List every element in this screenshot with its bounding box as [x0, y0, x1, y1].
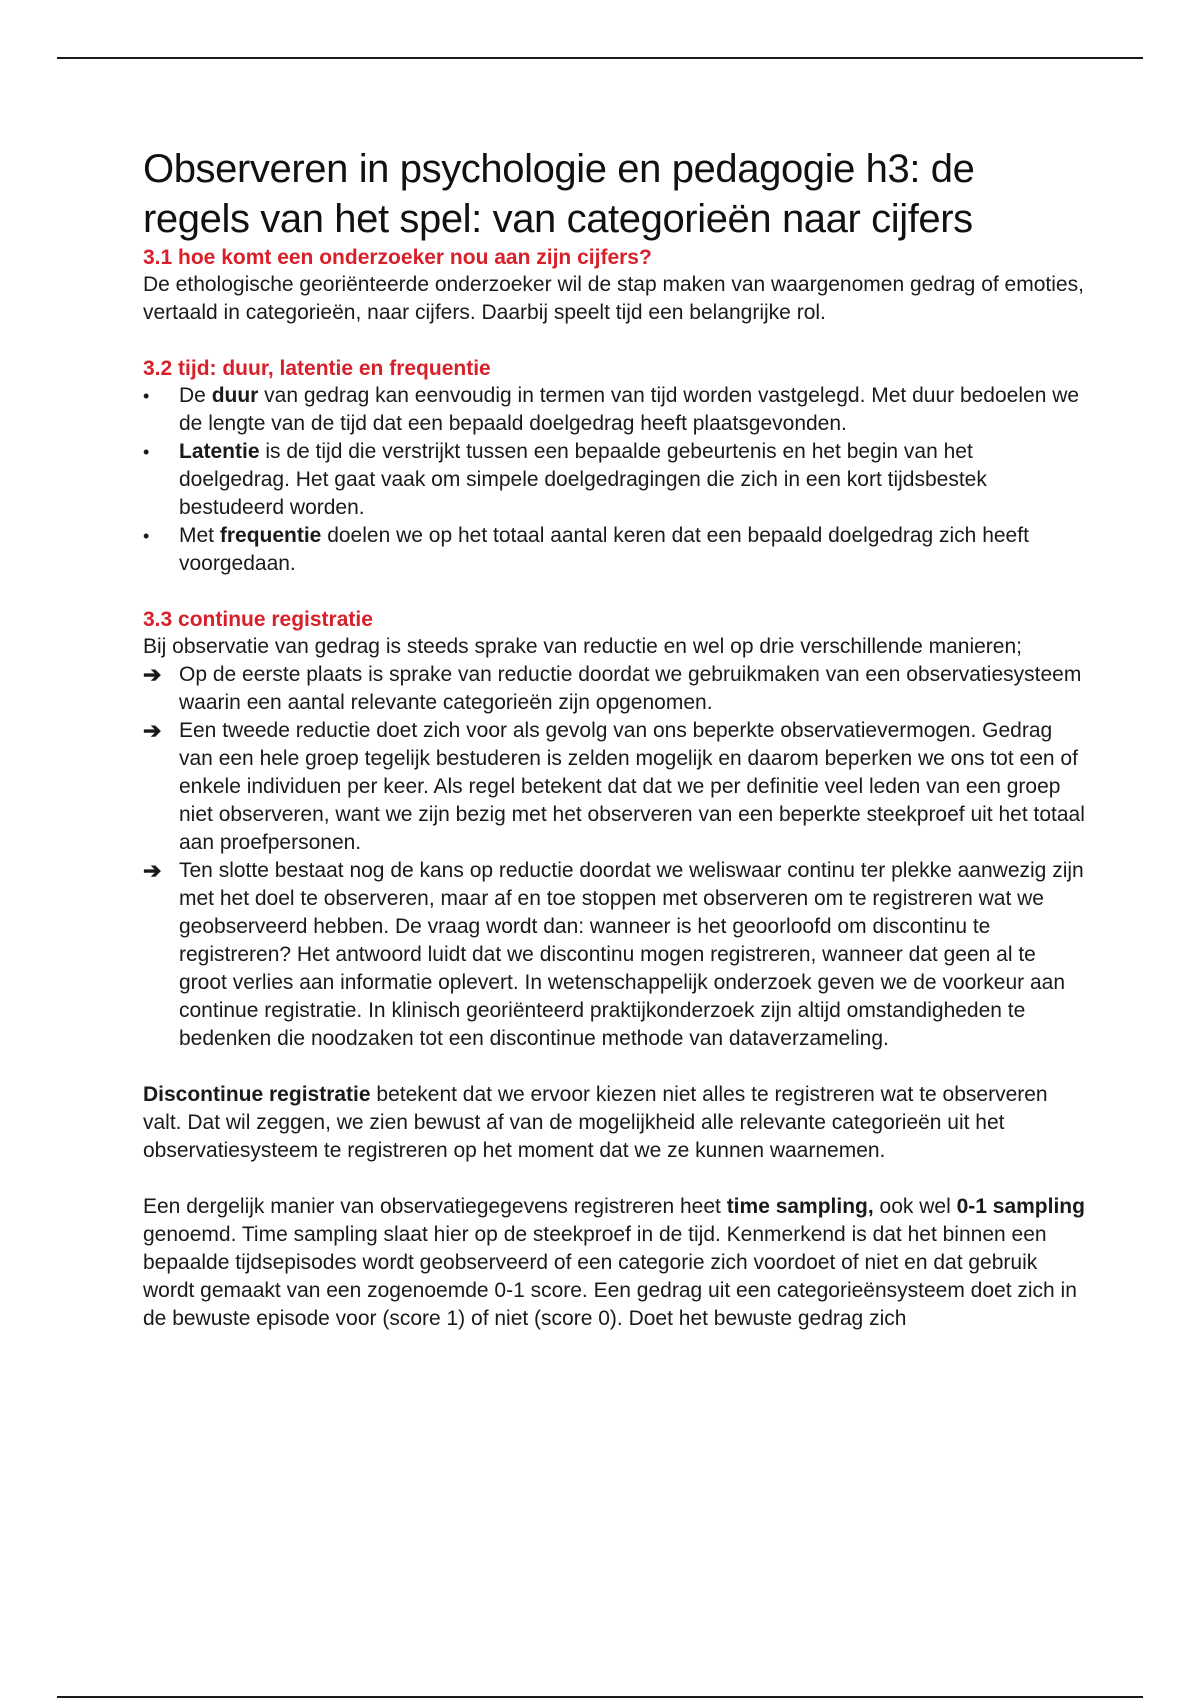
section-heading-3-2: 3.2 tijd: duur, latentie en frequentie [143, 357, 491, 380]
arrow-right-icon: ➔ [143, 858, 162, 883]
arrow-right-icon: ➔ [143, 718, 162, 743]
section-heading-3-1: 3.1 hoe komt een onderzoeker nou aan zijn cijfers? [143, 246, 652, 269]
term-discontinue-registratie: Discontinue registratie [143, 1083, 371, 1106]
bullet-list [143, 382, 1088, 578]
bullet-icon: • [143, 386, 150, 406]
term-frequentie: frequentie [219, 524, 322, 547]
section-3-3-intro: Bij observatie van gedrag is steeds sprake van reductie en wel op drie verschillende manieren; [143, 635, 1022, 658]
term-time-sampling: time sampling, [726, 1195, 874, 1218]
discontinue-paragraph: Discontinue registratie betekent dat we ervoor kiezen niet alles te registreren wat te observeren valt. Dat wil zeggen, we zien bewust af van de mogelijkheid alle relevante categorieën uit het observatiesysteem te registreren op het moment dat we ze kunnen waarnemen. [143, 1083, 1048, 1162]
time-sampling-paragraph: Een dergelijk manier van observatiegegevens registreren heet time sampling, ook wel 0-1 sampling genoemd. Time sampling slaat hier op de steekproef in de tijd. Kenmerkend is dat het binnen een bepaalde tijdsepisodes wordt geobserveerd of een categorie zich voordoet of niet en dat gebruik wordt gemaakt van een zogenoemde 0-1 score. Een gedrag uit een categorieënsysteem doet zich in de bewuste episode voor (score 1) of niet (score 0). Doet het bewuste gedrag zich [143, 1195, 1085, 1330]
arrow-list [143, 661, 1088, 1053]
term-latentie: Latentie [179, 440, 260, 463]
top-rule [57, 57, 1143, 59]
arrow-right-icon: ➔ [143, 662, 162, 687]
list-item: • Latentie is de tijd die verstrijkt tussen een bepaalde gebeurtenis en het begin van het doelgedrag. Het gaat vaak om simpele doelgedragingen die zich in een kort tijdsbestek bestudeerd worden. [143, 440, 987, 519]
section-heading-3-3: 3.3 continue registratie [143, 608, 373, 631]
term-0-1-sampling: 0-1 sampling [956, 1195, 1085, 1218]
document-page [143, 144, 1088, 1333]
section-3-1-text: De ethologische georiënteerde onderzoeker wil de stap maken van waargenomen gedrag of emoties, vertaald in categorieën, naar cijfers. Daarbij speelt tijd een belangrijke rol. [143, 273, 1084, 324]
list-item: • Met frequentie doelen we op het totaal aantal keren dat een bepaald doelgedrag zich heeft voorgedaan. [143, 524, 1029, 575]
bullet-icon: • [143, 442, 150, 462]
term-duur: duur [211, 384, 259, 407]
bullet-icon: • [143, 526, 150, 546]
bottom-rule [57, 1696, 1143, 1698]
list-item: • De duur van gedrag kan eenvoudig in termen van tijd worden vastgelegd. Met duur bedoelen we de lengte van de tijd dat een bepaald doelgedrag heeft plaatsgevonden. [143, 384, 1080, 435]
document-title: Observeren in psychologie en pedagogie h3: de regels van het spel: van categorieën naar cijfers [143, 147, 975, 241]
list-item: ➔ Een tweede reductie doet zich voor als gevolg van ons beperkte observatievermogen. Gedrag van een hele groep tegelijk bestuderen is zelden mogelijk en daarom beperken we ons tot een of enkele individuen per keer. Als regel betekent dat dat we per definitie veel leden van een groep niet observeren, want we zijn bezig met het observeren van een beperkte steekproef uit het totaal aan proefpersonen. [143, 718, 1085, 854]
list-item: ➔ Op de eerste plaats is sprake van reductie doordat we gebruikmaken van een observatiesysteem waarin een aantal relevante categorieën zijn opgenomen. [143, 662, 1082, 714]
list-item: ➔ Ten slotte bestaat nog de kans op reductie doordat we weliswaar continu ter plekke aanwezig zijn met het doel te observeren, maar af en toe stoppen met observeren om te registreren wat we geobserveerd hebben. De vraag wordt dan: wanneer is het geoorloofd om discontinu te registreren? Het antwoord luidt dat we discontinu mogen registreren, wanneer dat geen al te groot verlies aan informatie oplevert. In wetenschappelijk onderzoek geven we de voorkeur aan continue registratie. In klinisch georiënteerd praktijkonderzoek zijn altijd omstandigheden te bedenken die noodzaken tot een discontinue methode van dataverzameling. [143, 858, 1084, 1050]
